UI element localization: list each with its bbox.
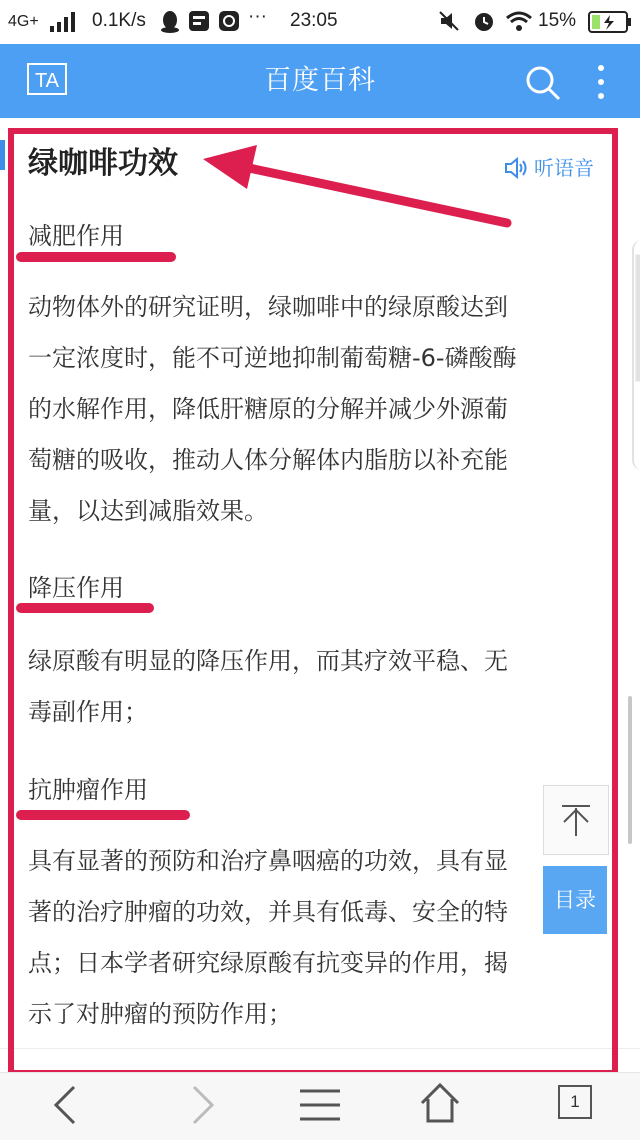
section-marker: [0, 140, 5, 170]
toc-button[interactable]: 目录: [543, 866, 607, 934]
divider: [0, 1048, 640, 1049]
annotation-underline: [16, 603, 154, 613]
section-body-weight-loss: 动物体外的研究证明，绿咖啡中的绿原酸达到 一定浓度时，能不可逆地抑制葡萄糖-6-磷酸酶 的水解作用，降低肝糖原的分解并减少外源葡 萄糖的吸收，推动人体分解体内脂肪以补充能 量，以达到减脂效果。: [28, 293, 517, 525]
qq-icon: [160, 10, 180, 34]
forward-icon[interactable]: [186, 1083, 220, 1127]
arrow-up-icon: [544, 786, 608, 854]
alarm-icon: [472, 9, 496, 33]
network-speed: 0.1K/s: [92, 10, 146, 31]
mute-icon: [438, 10, 460, 32]
tabs-icon[interactable]: 1: [558, 1085, 592, 1119]
annotation-underline: [16, 252, 176, 262]
more-icon[interactable]: [586, 62, 616, 102]
annotation-underline: [16, 810, 190, 820]
listen-label: 听语音: [534, 156, 594, 180]
clock: 23:05: [290, 10, 338, 31]
section-body-anti-tumor: 具有显著的预防和治疗鼻咽癌的功效，具有显 著的治疗肿瘤的功效，并具有低毒、安全的特 点；日本学者研究绿原酸有抗变异的作用，揭 示了对肿瘤的预防作用；: [28, 847, 508, 1028]
listen-button[interactable]: [504, 152, 594, 181]
more-notifications-icon: ···: [248, 6, 267, 27]
app-notify-icon-2: [218, 10, 240, 32]
edge-handle: [632, 240, 640, 470]
signal-icon: [50, 12, 76, 32]
back-icon[interactable]: [48, 1083, 82, 1127]
status-bar: [0, 0, 640, 44]
battery-icon: [588, 11, 632, 33]
bottom-nav-bar: [0, 1072, 640, 1140]
app-notify-icon: [188, 10, 210, 32]
scrollbar[interactable]: [628, 696, 632, 844]
menu-icon[interactable]: [298, 1087, 342, 1123]
back-to-top-button[interactable]: [543, 785, 609, 855]
wifi-icon: [505, 10, 533, 32]
search-icon[interactable]: [524, 64, 562, 102]
battery-percent: 15%: [538, 10, 577, 31]
app-bar: [0, 44, 640, 118]
annotation-arrow: [195, 145, 515, 235]
network-type: 4G+: [8, 13, 39, 30]
home-icon[interactable]: [418, 1081, 462, 1125]
article-heading: 绿咖啡功效: [28, 146, 178, 181]
page-title: 百度百科: [264, 65, 376, 96]
section-title-weight-loss: 减肥作用: [28, 222, 124, 250]
section-body-blood-pressure: 绿原酸有明显的降压作用，而其疗效平稳、无 毒副作用；: [28, 647, 508, 726]
section-title-blood-pressure: 降压作用: [28, 574, 124, 602]
svg-text:TA: TA: [34, 70, 60, 92]
section-title-anti-tumor: 抗肿瘤作用: [28, 776, 148, 804]
